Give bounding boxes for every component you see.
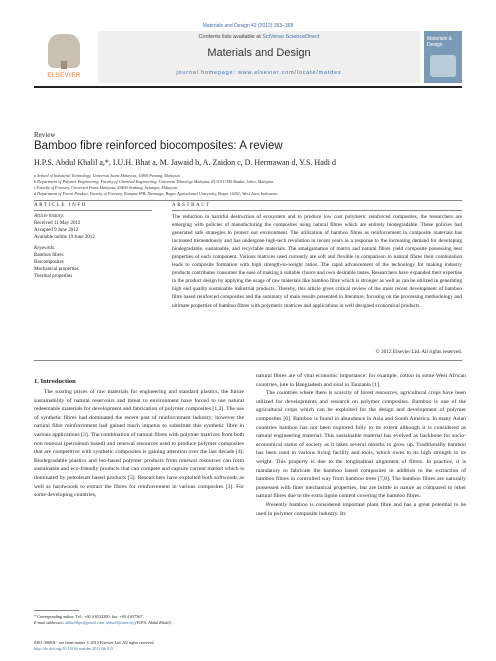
body-paragraph: The countries where there is scarcity of forest resources, agricultural crops have been utilized for developments and research on polymer composites. Bamboo is one of the agricultural crops which can be exploited for the design and development of polymer composites [6]. Bamboo is found in abundance in Asia and South America. In many Asian countries bamboo has not been explored fully to its extent although it is considered as natural engineering material. This sustainable material has evolved as backbone for socio-economical status of society as it takes several months to grow up. Traditionally bamboo has been used in various living facility and tools, which owes to its high strength to its weight. This property is due to the longitudinal alignment of fibres. In practice, it is mandatory to fabricate the bamboo based composites in addition to the extraction of bamboo fibres in controlled way from bamboo trees [7,8]. The bamboo fibres are naturally possessed with finer mechanical properties, but are brittle in nature as compared to other natural fibres due to the extra lignin content covering the bamboo fibres. xyxy=(256,390,466,500)
affiliation-a: a School of Industrial Technology, Universiti Sains Malaysia, 11800 Penang, Malaysia xyxy=(34,173,180,178)
publisher-name: ELSEVIER xyxy=(47,73,81,79)
body-paragraph: Presently bamboo is considered important plant fibre and has a great potential to be used in polymer composite industry. Its xyxy=(256,501,466,517)
online-date: Available online 19 June 2012 xyxy=(34,235,95,240)
sciencedirect-link[interactable]: SciVerse ScienceDirect xyxy=(262,34,320,40)
author-list: H.P.S. Abdul Khalil a,*, I.U.H. Bhat a, M. Jawaid b, A. Zaidon c, D. Hermawan d, Y.S. Hadi d xyxy=(34,158,336,167)
body-paragraph: The soaring prices of raw materials for engineering and standard plastics, the future sustainability of natural reservoirs and threat to environment have forced to use natural redeemable materials for development and fabrication of polymer composites [1,2]. The use of synthetic fibres had dominated the recent past of reinforcement industry; however the natural fibre reinforcement had gained much impetus to substitute this synthetic fibre in various applications [3]. The combination of natural fibres with polymer matrices from both non renewal (petroleum based) and renewal resources used to produce polymer composites that are competitive with synthetic composites is gaining attention over the last decade [4]. Biodegradable plastics and bio-based polymer products from renewal resources can form sustainable and eco-friendly products that can compete and capture current market which is dominated by petroleum based products [5]. Researchers have exploited both softwoods as well as hardwoods to extract the fibres for reinforcement in various composites [3]. For some developing countries, xyxy=(34,389,244,499)
tree-trunk-icon xyxy=(61,61,67,69)
doi-link[interactable]: http://dx.doi.org/10.1016/j.matdes.2012.06.015 xyxy=(34,646,114,651)
journal-homepage-link[interactable]: journal homepage: www.elsevier.com/locate/matdes xyxy=(176,70,342,76)
accepted-date: Accepted 9 June 2012 xyxy=(34,228,79,233)
keywords-label: Keywords: xyxy=(34,246,56,251)
journal-banner xyxy=(34,31,462,83)
journal-header-box xyxy=(98,31,420,83)
article-type: Review xyxy=(34,131,56,139)
affiliation-b: b Department of Polymer Engineering, Faculty of Chemical Engineering, Universiti Teknologi Malaysia, 81310 UTM Skudai, Johor, Malaysia xyxy=(34,179,274,184)
section-heading-introduction: 1. Introduction xyxy=(34,378,76,385)
affiliation-d: d Department of Forest Product, Faculty of Forestry, Kampus IPB, Darmaga, Bogor Agricultural University, Bogor 16001, West Java, Indonesia xyxy=(34,191,278,196)
keyword: Mechanical properties xyxy=(34,267,79,272)
cover-title: Materials & Design xyxy=(427,36,453,48)
body-column-right xyxy=(256,372,466,518)
article-title: Bamboo fibre reinforced biocomposites: A review xyxy=(34,140,283,152)
history-label: Article history: xyxy=(34,214,65,219)
affiliation-c: c Faculty of Forestry, Universiti Putra Malaysia, 43400 Serdang, Selangor, Malaysia xyxy=(34,185,177,190)
article-info-heading: ARTICLE INFO xyxy=(34,203,87,208)
header-divider xyxy=(34,86,462,88)
email-line xyxy=(34,620,244,626)
contents-prefix: Contents lists available at xyxy=(198,34,263,40)
abstract-divider xyxy=(172,210,462,211)
cover-art xyxy=(430,55,456,77)
email-links[interactable]: akhalilhps@gmail.com, akhalil@usm.my xyxy=(65,620,135,625)
email-name: (H.P.S. Abdul Khalil). xyxy=(134,620,173,625)
copyright-notice: © 2012 Elsevier Ltd. All rights reserved. xyxy=(375,349,462,355)
elsevier-logo[interactable] xyxy=(34,31,94,83)
issn-line: 0261-3069/$ - see front matter © 2012 Elsevier Ltd. All rights reserved. xyxy=(34,640,155,645)
journal-cover-image[interactable] xyxy=(424,31,462,83)
corresponding-author-note: * Corresponding author. Tel.: +60 4 6532200; fax: +60 4 657367. xyxy=(34,614,144,619)
journal-title: Materials and Design xyxy=(207,47,311,59)
section-divider xyxy=(34,200,462,201)
contents-line xyxy=(98,34,420,40)
email-label: E-mail addresses: xyxy=(34,620,66,625)
body-paragraph: natural fibres are of vital economic importance: for example, cotton in some West African countries, jute in Bangladesh and sisal in Tanzania [1]. xyxy=(256,373,466,388)
abstract-end-divider xyxy=(34,360,462,361)
abstract-heading: ABSTRACT xyxy=(172,203,211,208)
info-divider xyxy=(34,210,152,211)
received-date: Received 11 May 2012 xyxy=(34,221,81,226)
keyword: Bamboo fibres xyxy=(34,253,64,258)
keyword: Biocomposites xyxy=(34,260,64,265)
footnote-divider xyxy=(34,610,79,611)
keyword: Thermal properties xyxy=(34,274,73,279)
journal-citation: Materials and Design 42 (2012) 353–368 xyxy=(202,23,294,29)
abstract-text: The reduction in harmful destruction of ecosystem and to produce low cost polymeric reinforced composites, the researchers are emerging with policies of manufacturing the composites using natural fibres which are entirely biodegradable. These policies had generated safe strategies to protect our environment. The utilization of bamboo fibres as reinforcement in composite materials has increased tremendously and has undergone high-tech revolution in recent years as a response to the increasing demand for developing biodegradable, sustainable, and recyclable materials. The amalgamation of matrix and natural fibres yield composite possessing best properties of each component. Various matrices used currently are soft and flexible in comparison to natural fibres their combination leads to composite formation with high strength-to-weight ratios. The rapid advancement of the technology for making industry products contributes consumer the ease of making a suitable choice and own desirable tastes. Researchers have expanded their expertise in the product design by applying the usage of raw materials like bamboo fibre which is stronger as well as can be utilized in generating high end quality sustainable industrial products. Thereby, this article gives critical review of the most recent development of bamboo fibre based reinforced composites and the summary of main results presented in literature, focusing on the processing methodology and ultimate properties of bamboo fibres with polymeric matrices and applications in well designed economical products. xyxy=(172,214,462,309)
